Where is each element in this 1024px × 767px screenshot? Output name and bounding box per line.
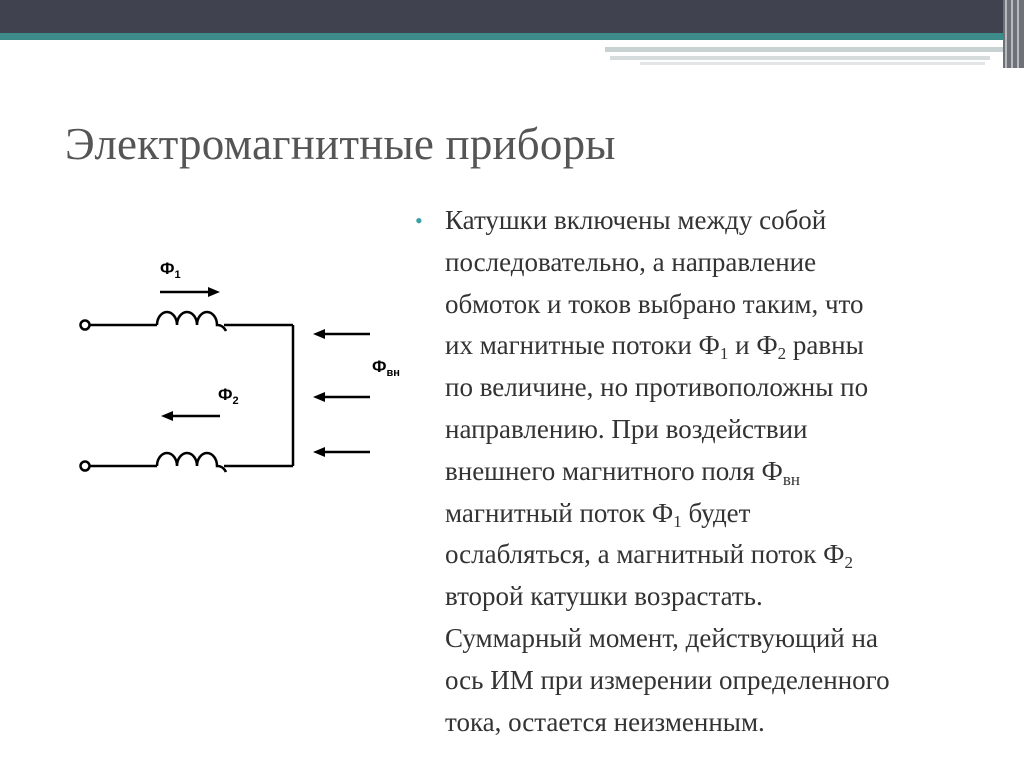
text-line: направлению. При воздействии bbox=[445, 413, 808, 444]
phi2-label: $Ф_2$ bbox=[218, 385, 239, 407]
phi2-arrowhead bbox=[161, 411, 173, 421]
phi-ext-label: $Ф_{вн}$ bbox=[372, 357, 400, 379]
ext-field-arrowhead-3 bbox=[313, 447, 325, 457]
text-line: последовательно, а направление bbox=[445, 246, 817, 277]
text-line: второй катушки возрастать. bbox=[445, 581, 763, 612]
text-line: по величине, но противоположны по bbox=[445, 372, 869, 403]
text-line: внешнего магнитного поля $Ф_{вн}$ bbox=[445, 455, 801, 489]
ext-field-arrowhead-2 bbox=[313, 392, 325, 402]
top-terminal bbox=[81, 321, 90, 330]
header-gray-stripe-3 bbox=[640, 62, 985, 65]
phi1-arrowhead bbox=[208, 287, 220, 297]
bullet-paragraph bbox=[445, 200, 1024, 743]
coil-2 bbox=[157, 453, 226, 472]
right-edge-line-3 bbox=[1017, 0, 1019, 68]
right-edge-line-1 bbox=[1005, 0, 1007, 68]
header-teal-stripe bbox=[0, 33, 1024, 40]
header-gray-stripe-2 bbox=[610, 56, 990, 60]
bottom-terminal bbox=[81, 462, 90, 471]
text-line: обмоток и токов выбрано таким, что bbox=[445, 288, 864, 319]
header-gray-stripe-1 bbox=[605, 47, 1005, 52]
bullet-marker: • bbox=[415, 208, 423, 233]
text-line: ось ИМ при измерении определенного bbox=[445, 664, 890, 695]
right-edge-line-2 bbox=[1011, 0, 1013, 68]
text-line: ослабляться, а магнитный поток $Ф_2$ bbox=[445, 539, 854, 573]
text-line: их магнитные потоки $Ф_1$ и $Ф_2$ равны bbox=[445, 330, 864, 364]
phi1-label: $Ф_1$ bbox=[160, 259, 181, 281]
header-dark-band bbox=[0, 0, 1024, 33]
coil-circuit-diagram bbox=[60, 240, 420, 490]
slide-title: Электромагнитные приборы bbox=[65, 119, 616, 169]
ext-field-arrowhead-1 bbox=[313, 329, 325, 339]
text-line: Катушки включены между собой bbox=[445, 205, 827, 235]
coil-1 bbox=[157, 312, 226, 331]
text-line: Суммарный момент, действующий на bbox=[445, 622, 878, 653]
text-line: тока, остается неизменным. bbox=[445, 706, 765, 737]
text-line: магнитный поток $Ф_1$ будет bbox=[445, 497, 751, 531]
